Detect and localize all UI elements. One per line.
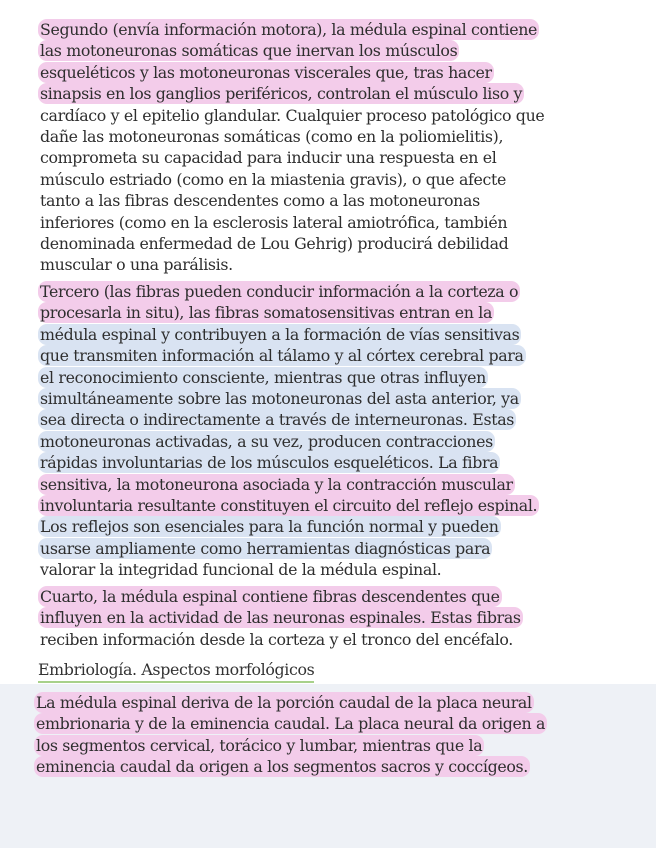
text-line: Los reflejos son esenciales para la función normal y pueden [40,517,499,537]
text-line: comprometa su capacidad para inducir una respuesta en el [40,148,497,168]
text-line: los segmentos cervical, torácico y lumbar, mientras que la [36,735,483,755]
text-line: valorar la integridad funcional de la médula espinal. [40,560,442,580]
paragraph-cuarto [40,586,521,650]
text-line: médula espinal y contribuyen a la formación de vías sensitivas [40,324,520,344]
text-line: que transmiten información al tálamo y al córtex cerebral para [40,346,524,366]
text-line: denominada enfermedad de Lou Gehrig) producirá debilidad [40,233,509,253]
text-line: La médula espinal deriva de la porción caudal de la placa neural [36,693,532,712]
text-line: las motoneuronas somáticas que inervan los músculos [40,41,458,61]
text-line: procesarla in situ), las fibras somatosensitivas entran en la [40,303,493,323]
text-line: Segundo (envía información motora), la médula espinal contiene [40,20,538,39]
text-line: tanto a las fibras descendentes como a las motoneuronas [40,191,480,211]
text-line: usarse ampliamente como herramientas diagnósticas para [40,538,491,558]
paragraph-embriologia [36,692,545,778]
text-line: simultáneamente sobre las motoneuronas del asta anterior, ya [40,388,519,408]
text-line: esqueléticos y las motoneuronas viscerales que, tras hacer [40,62,492,82]
text-line: sea directa o indirectamente a través de interneuronas. Estas [40,410,515,430]
paragraph-tercero [40,281,537,580]
text-line: inferiores (como en la esclerosis lateral amiotrófica, también [40,212,508,232]
text-line: muscular o una parálisis. [40,255,233,275]
paragraph-segundo [40,19,544,276]
text-line: sinapsis en los ganglios periféricos, controlan el músculo liso y [40,84,523,104]
text-line: músculo estriado (como en la miastenia gravis), o que afecte [40,169,507,189]
text-line: rápidas involuntarias de los músculos esqueléticos. La fibra [40,453,499,473]
text-line: el reconocimiento consciente, mientras que otras influyen [40,367,486,387]
text-line: Cuarto, la médula espinal contiene fibras descendentes que [40,587,500,606]
text-line: involuntaria resultante constituyen el circuito del reflejo espinal. [40,495,538,515]
text-line: cardíaco y el epitelio glandular. Cualquier proceso patológico que [40,105,545,125]
text-line: reciben información desde la corteza y el tronco del encéfalo. [40,629,513,649]
text-line: motoneuronas activadas, a su vez, producen contracciones [40,431,493,451]
section-heading: Embriología. Aspectos morfológicos [38,660,314,683]
text-line: embrionaria y de la eminencia caudal. La placa neural da origen a [36,714,546,734]
text-line: eminencia caudal da origen a los segmentos sacros y coccígeos. [36,757,528,777]
text-line: dañe las motoneuronas somáticas (como en la poliomielitis), [40,126,504,146]
text-line: influyen en la actividad de las neuronas espinales. Estas fibras [40,608,521,628]
text-line: sensitiva, la motoneurona asociada y la contracción muscular [40,474,513,494]
text-line: Tercero (las fibras pueden conducir información a la corteza o [40,282,519,301]
